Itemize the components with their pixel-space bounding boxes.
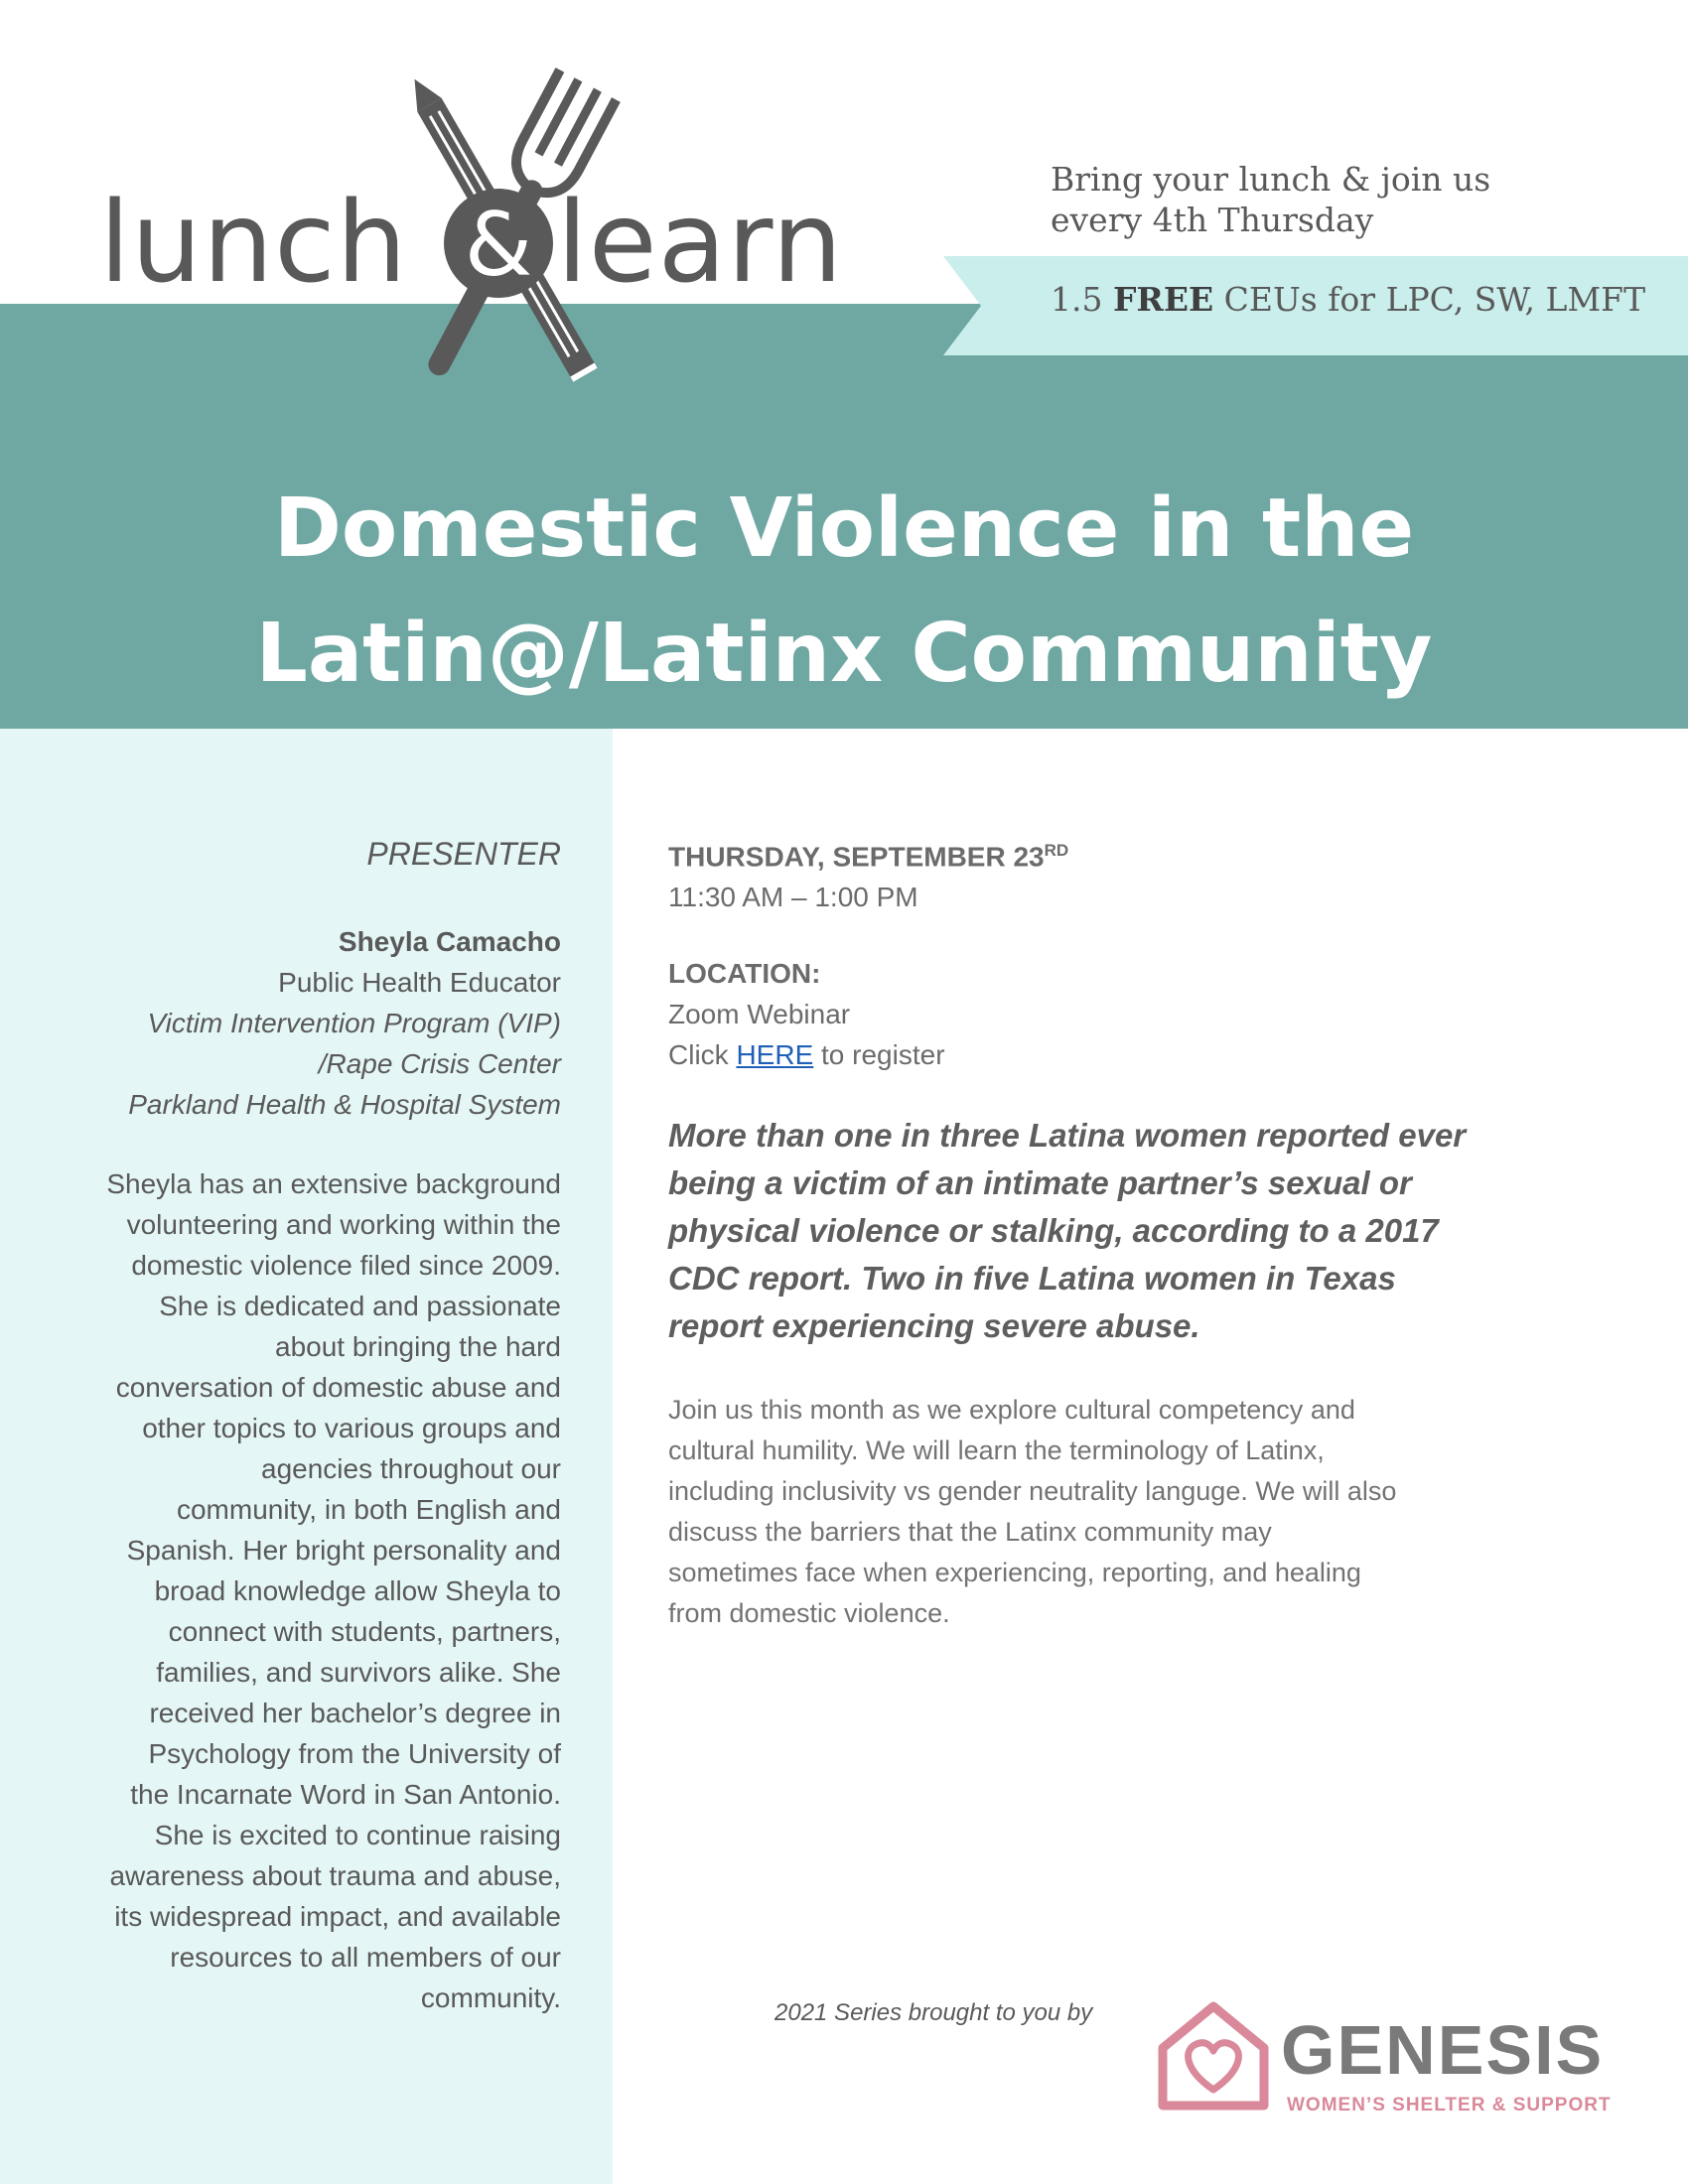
bio-line: its widespread impact, and available — [114, 1901, 561, 1932]
bio-line: resources to all members of our — [170, 1942, 561, 1973]
stat-line: CDC report. Two in five Latina women in Texas — [668, 1260, 1396, 1297]
title-line1: Domestic Violence in the — [273, 481, 1415, 576]
location-label: LOCATION: — [668, 958, 821, 989]
presenter-org-line2: /Rape Crisis Center — [318, 1048, 561, 1079]
ceu-text — [1051, 280, 1645, 319]
tagline-line2: every 4th Thursday — [1051, 201, 1374, 239]
statistic-callout — [668, 1112, 1562, 1350]
bio-line: community. — [420, 1982, 561, 2013]
presenter-bio — [55, 1163, 561, 2018]
presenter-info — [128, 921, 561, 1125]
register-link[interactable]: HERE — [736, 1039, 814, 1070]
presenter-org-line3: Parkland Health & Hospital System — [128, 1089, 561, 1120]
desc-line: sometimes face when experiencing, reporting, and healing — [668, 1558, 1361, 1587]
stat-line: physical violence or stalking, according to a 2017 — [668, 1212, 1439, 1249]
bio-line: domestic violence filed since 2009. — [131, 1250, 561, 1281]
stat-line: report experiencing severe abuse. — [668, 1307, 1200, 1344]
bio-line: Sheyla has an extensive background — [106, 1168, 561, 1199]
event-location — [668, 953, 945, 1075]
bio-line: volunteering and working within the — [126, 1209, 561, 1240]
presenter-org-line1: Victim Intervention Program (VIP) — [147, 1008, 561, 1038]
genesis-subtitle: WOMEN’S SHELTER & SUPPORT — [1287, 2095, 1612, 2116]
bio-line: conversation of domestic abuse and — [115, 1372, 561, 1403]
bio-line: other topics to various groups and — [142, 1413, 561, 1443]
event-time: 11:30 AM – 1:00 PM — [668, 882, 918, 913]
logo-word-lunch: lunch — [99, 179, 408, 308]
register-suffix: to register — [813, 1039, 945, 1070]
bio-line: She is dedicated and passionate — [159, 1291, 561, 1321]
tagline — [1051, 159, 1490, 240]
stat-line: being a victim of an intimate partner’s sexual or — [668, 1164, 1412, 1201]
presenter-name: Sheyla Camacho — [338, 926, 561, 957]
bio-line: Psychology from the University of — [148, 1738, 561, 1769]
bio-line: Spanish. Her bright personality and — [126, 1535, 561, 1566]
register-prefix: Click — [668, 1039, 737, 1070]
desc-line: including inclusivity vs gender neutrality languge. We will also — [668, 1476, 1397, 1506]
logo-ampersand: & — [464, 194, 533, 296]
bio-line: awareness about trauma and abuse, — [109, 1860, 561, 1891]
desc-line: cultural humility. We will learn the terminology of Latinx, — [668, 1435, 1325, 1465]
presenter-label: PRESENTER — [366, 836, 561, 872]
bio-line: about bringing the hard — [275, 1331, 561, 1362]
bio-line: connect with students, partners, — [168, 1616, 561, 1647]
event-date: THURSDAY, SEPTEMBER 23 — [668, 841, 1045, 873]
register-line — [668, 1034, 945, 1075]
bio-line: the Incarnate Word in San Antonio. — [130, 1779, 561, 1810]
ceu-free: FREE — [1112, 280, 1214, 319]
series-credit: 2021 Series brought to you by — [774, 1999, 1093, 2026]
bio-line: families, and survivors alike. She — [156, 1657, 561, 1688]
page-title — [0, 467, 1688, 717]
ceu-suffix: CEUs for LPC, SW, LMFT — [1213, 280, 1646, 319]
genesis-brand: GENESIS — [1281, 2011, 1605, 2089]
bio-line: agencies throughout our — [261, 1453, 561, 1484]
stat-line: More than one in three Latina women reported ever — [668, 1117, 1467, 1154]
logo-word-learn: learn — [556, 179, 844, 308]
tagline-line1: Bring your lunch & join us — [1051, 160, 1491, 199]
desc-line: discuss the barriers that the Latinx community may — [668, 1517, 1272, 1547]
bio-line: community, in both English and — [176, 1494, 561, 1525]
title-line2: Latin@/Latinx Community — [255, 607, 1433, 701]
ceu-prefix: 1.5 — [1051, 280, 1113, 319]
bio-line: received her bachelor’s degree in — [149, 1698, 561, 1728]
bio-line: broad knowledge allow Sheyla to — [154, 1575, 561, 1606]
presenter-role: Public Health Educator — [278, 967, 561, 998]
fork-pencil-icon — [367, 55, 645, 422]
desc-line: Join us this month as we explore cultural competency and — [668, 1395, 1355, 1425]
desc-line: from domestic violence. — [668, 1598, 950, 1628]
location-value: Zoom Webinar — [668, 999, 851, 1029]
event-date-suffix: RD — [1044, 841, 1069, 860]
genesis-house-heart-icon — [1155, 1998, 1272, 2113]
bio-line: She is excited to continue raising — [154, 1820, 561, 1850]
event-description — [668, 1390, 1562, 1634]
event-datetime — [668, 830, 1068, 917]
